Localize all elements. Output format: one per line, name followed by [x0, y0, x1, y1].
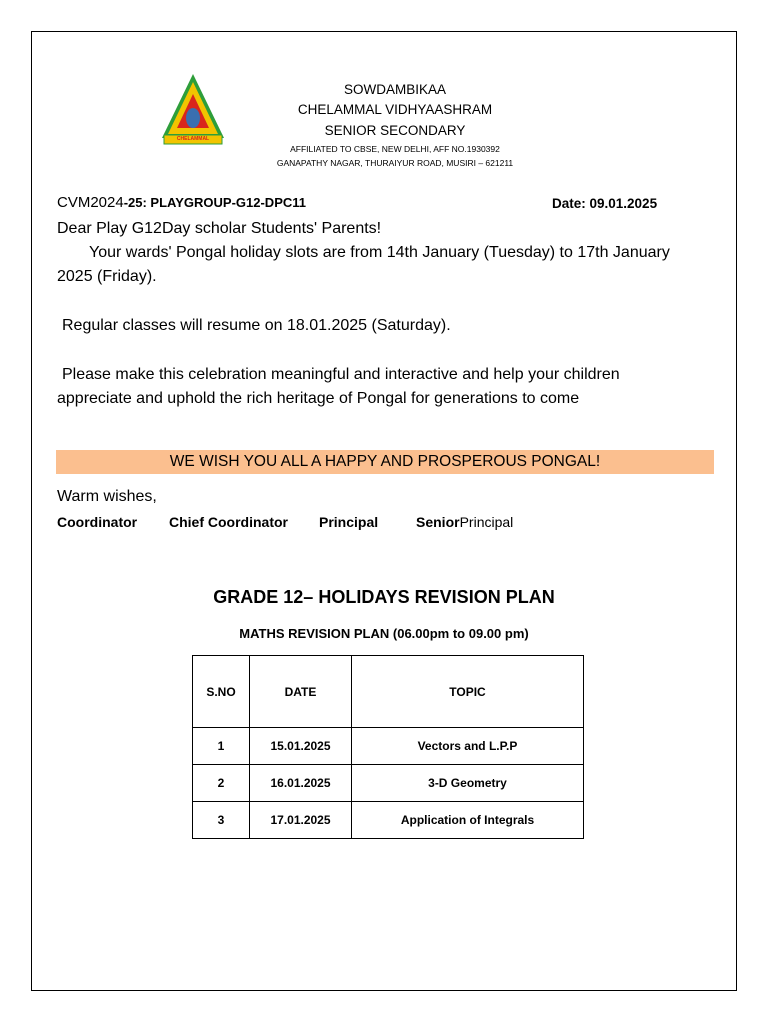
celebration-text: Please make this celebration meaningful and interactive and help your children appreciate and uphold the rich heritage of Pongal for generations to come — [57, 366, 620, 407]
cell-date: 16.01.2025 — [250, 765, 352, 802]
signatory-senior-principal — [416, 514, 513, 530]
header-topic: TOPIC — [352, 656, 584, 728]
signatory-principal-label: Principal — [459, 514, 514, 530]
ref-prefix: CVM2024 — [57, 194, 124, 211]
salutation: Dear Play G12Day scholar Students' Parents! — [57, 220, 382, 237]
cell-sno: 1 — [193, 728, 250, 765]
header-date: DATE — [250, 656, 352, 728]
school-affiliation: AFFILIATED TO CBSE, NEW DELHI, AFF NO.1930392 — [290, 144, 500, 154]
signatory-principal: Principal — [319, 514, 379, 530]
cell-date: 15.01.2025 — [250, 728, 352, 765]
resume-paragraph: Regular classes will resume on 18.01.2025 (Saturday). — [62, 317, 451, 334]
cell-topic: 3-D Geometry — [352, 765, 584, 802]
circular-date: Date: 09.01.2025 — [552, 196, 658, 211]
cell-sno: 3 — [193, 802, 250, 839]
school-name-line3: SENIOR SECONDARY — [324, 123, 466, 138]
celebration-paragraph — [57, 363, 687, 411]
cell-sno: 2 — [193, 765, 250, 802]
cell-topic: Application of Integrals — [352, 802, 584, 839]
logo-ribbon-text: CHELAMMAL — [176, 136, 210, 142]
school-name-line2: CHELAMMAL VIDHYAASHRAM — [297, 102, 493, 117]
greeting-banner: WE WISH YOU ALL A HAPPY AND PROSPEROUS PONGAL! — [56, 450, 714, 474]
table-header-row — [193, 656, 584, 728]
closing-text: Warm wishes, — [57, 488, 157, 505]
revision-plan-table — [192, 655, 584, 839]
school-name-line1: SOWDAMBIKAA — [343, 82, 446, 97]
table-row — [193, 765, 584, 802]
cell-topic: Vectors and L.P.P — [352, 728, 584, 765]
school-address: GANAPATHY NAGAR, THURAIYUR ROAD, MUSIRI – 621211 — [276, 158, 514, 168]
table-row — [193, 802, 584, 839]
header-sno: S.NO — [193, 656, 250, 728]
signatory-coordinator: Coordinator — [57, 514, 138, 530]
cell-date: 17.01.2025 — [250, 802, 352, 839]
ref-code: -25: PLAYGROUP-G12-DPC11 — [123, 195, 307, 210]
plan-subtitle: MATHS REVISION PLAN (06.00pm to 09.00 pm) — [239, 626, 529, 641]
holiday-paragraph — [57, 241, 697, 289]
page-border — [31, 31, 737, 991]
signatory-senior-label: Senior — [416, 514, 460, 530]
signatory-chief-coordinator: Chief Coordinator — [169, 514, 288, 530]
table-row — [193, 728, 584, 765]
circular-reference — [57, 194, 306, 211]
holiday-text: Your wards' Pongal holiday slots are from 14th January (Tuesday) to 17th January 2025 (Friday). — [57, 244, 670, 285]
plan-title: GRADE 12– HOLIDAYS REVISION PLAN — [213, 587, 555, 607]
